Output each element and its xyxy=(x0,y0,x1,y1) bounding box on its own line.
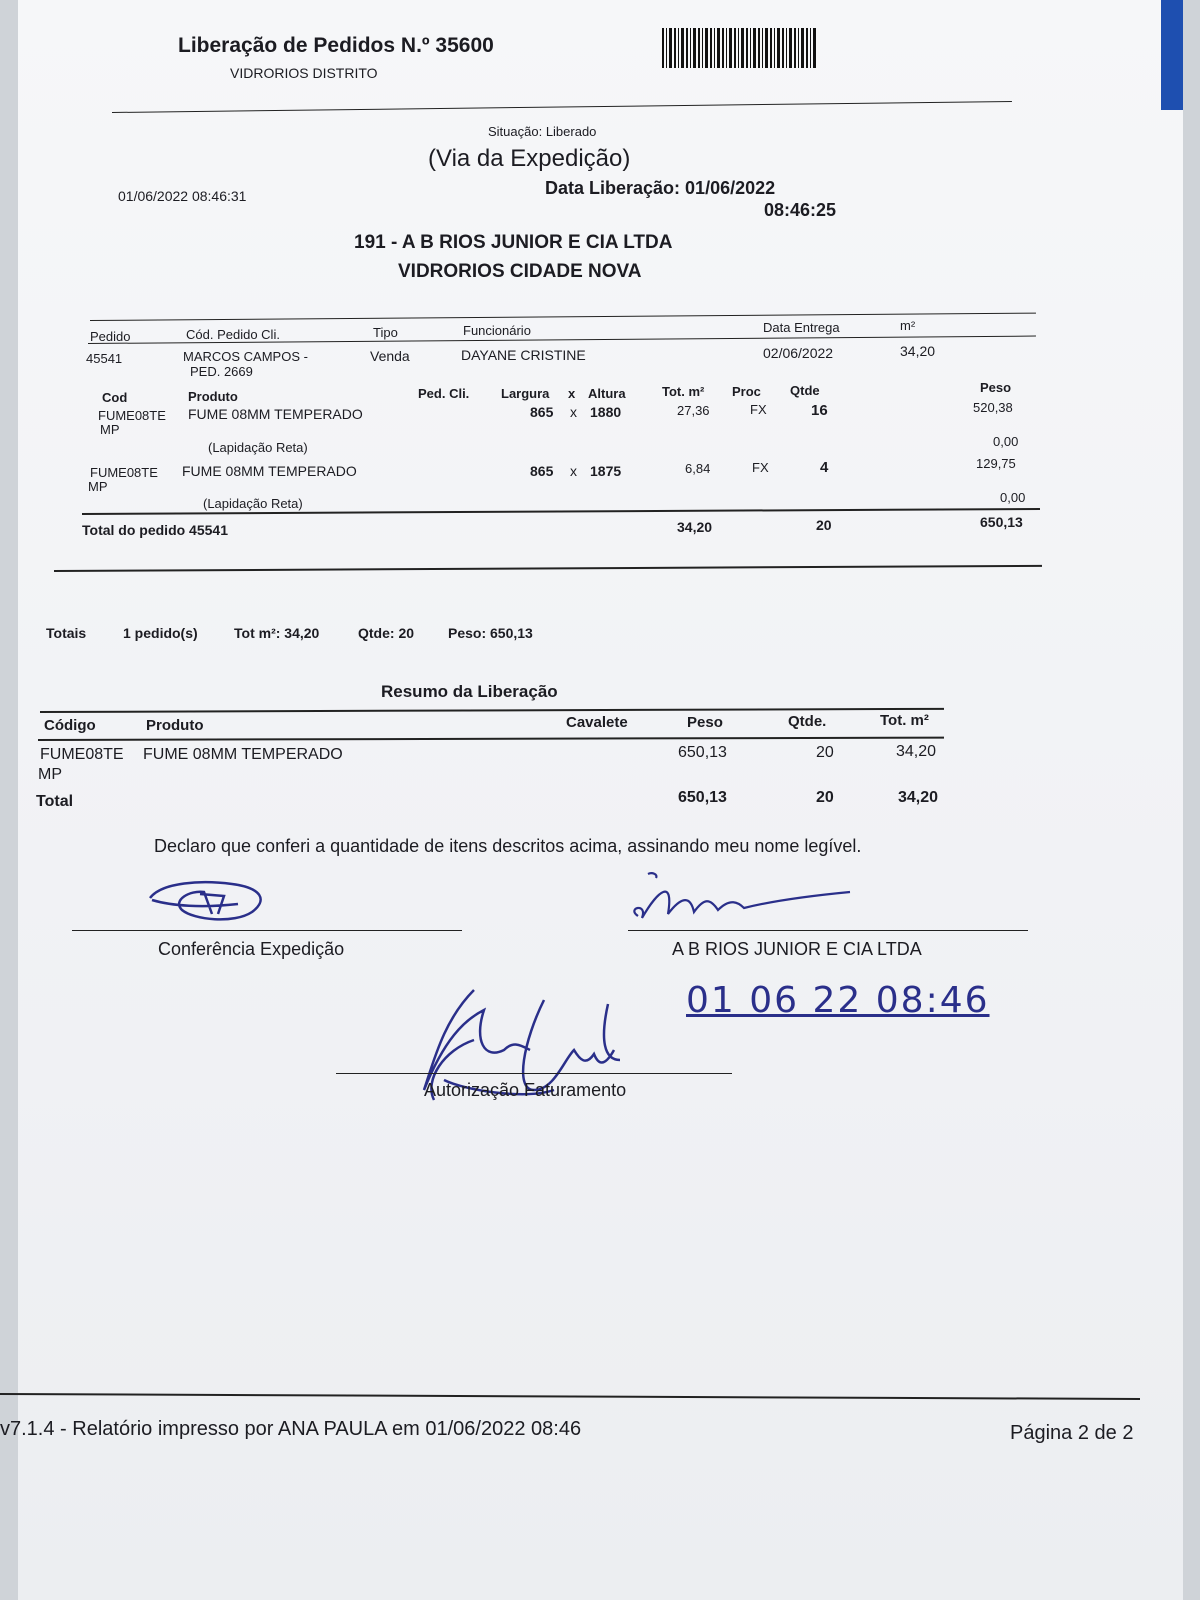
item-proc: FX xyxy=(750,402,767,417)
footer-line xyxy=(0,1393,1140,1400)
release-date: Data Liberação: 01/06/2022 xyxy=(545,178,776,198)
label-conferencia: Conferência Expedição xyxy=(158,939,345,959)
item-header-largura: Largura xyxy=(501,386,550,401)
item-acab-peso: 0,00 xyxy=(1000,490,1026,505)
resumo-produto: FUME 08MM TEMPERADO xyxy=(143,746,343,763)
item-altura: 1880 xyxy=(590,404,622,420)
item-peso: 129,75 xyxy=(976,456,1016,471)
item-header-qtde: Qtde xyxy=(790,383,820,398)
resumo-header-tot-m2: Tot. m² xyxy=(880,712,929,729)
resumo-header-produto: Produto xyxy=(146,717,204,734)
signature-cliente xyxy=(618,868,858,938)
item-tot-m2: 27,36 xyxy=(677,403,710,418)
item-produto: FUME 08MM TEMPERADO xyxy=(188,406,363,422)
item-cod-line1: FUME08TE xyxy=(98,408,166,423)
item-tot-m2: 6,84 xyxy=(685,461,711,476)
item-produto: FUME 08MM TEMPERADO xyxy=(182,463,357,479)
item-acabamento: (Lapidação Reta) xyxy=(203,496,303,511)
resumo-header-peso: Peso xyxy=(687,714,723,731)
col-header-cod-cli: Cód. Pedido Cli. xyxy=(186,327,280,342)
totais-pedidos: 1 pedido(s) xyxy=(123,625,198,641)
item-header-ped-cli: Ped. Cli. xyxy=(418,386,470,401)
footer-page-number: Página 2 de 2 xyxy=(1010,1422,1134,1444)
document-title: Liberação de Pedidos N.º 35600 xyxy=(178,34,494,57)
item-header-altura: Altura xyxy=(588,386,626,401)
total-pedido-peso: 650,13 xyxy=(980,514,1023,530)
item-acab-peso: 0,00 xyxy=(993,434,1019,449)
document-subtitle: VIDRORIOS DISTRITO xyxy=(230,65,378,81)
release-time: 08:46:25 xyxy=(764,200,837,220)
data-entrega-value: 02/06/2022 xyxy=(763,345,834,361)
signature-line-faturamento xyxy=(336,1073,732,1074)
client-name: 191 - A B RIOS JUNIOR E CIA LTDA xyxy=(354,232,673,253)
resumo-total-peso: 650,13 xyxy=(678,789,727,806)
footer-report: v7.1.4 - Relatório impresso por ANA PAULA em 01/06/2022 08:46 xyxy=(0,1418,582,1440)
resumo-peso: 650,13 xyxy=(678,744,727,761)
item-header-peso: Peso xyxy=(980,380,1012,395)
total-pedido-label: Total do pedido 45541 xyxy=(82,522,228,538)
resumo-header-line xyxy=(38,737,944,741)
signature-line-cliente xyxy=(628,930,1028,931)
item-cod-line2: MP xyxy=(88,479,108,494)
item-cod-line1: FUME08TE xyxy=(90,465,158,480)
resumo-total-qtde: 20 xyxy=(816,789,834,806)
total-pedido-m2: 34,20 xyxy=(677,519,713,535)
item-cod-line2: MP xyxy=(100,422,120,437)
label-faturamento: Autorização Faturamento xyxy=(424,1080,627,1100)
totais-peso: Peso: 650,13 xyxy=(448,625,533,641)
divider xyxy=(112,101,1012,113)
resumo-qtde: 20 xyxy=(816,744,834,761)
cod-cli-line2: PED. 2669 xyxy=(190,364,253,379)
resumo-codigo-line2: MP xyxy=(38,766,62,783)
col-header-funcionario: Funcionário xyxy=(463,323,531,338)
item-peso: 520,38 xyxy=(973,400,1013,415)
item-acabamento: (Lapidação Reta) xyxy=(208,440,308,455)
resumo-total-label: Total xyxy=(36,793,74,810)
resumo-tot-m2: 34,20 xyxy=(896,743,937,760)
tipo-value: Venda xyxy=(370,348,410,364)
col-header-m2: m² xyxy=(900,318,916,333)
totais-label: Totais xyxy=(46,625,87,641)
resumo-total-tot-m2: 34,20 xyxy=(898,789,939,806)
via-label: (Via da Expedição) xyxy=(428,145,631,172)
col-header-pedido: Pedido xyxy=(90,329,131,344)
section-divider xyxy=(54,565,1042,572)
m2-value: 34,20 xyxy=(900,343,936,359)
declaration-text: Declaro que conferi a quantidade de itens descritos acima, assinando meu nome legível. xyxy=(154,836,862,856)
pedido-number: 45541 xyxy=(86,351,123,366)
resumo-header-qtde: Qtde. xyxy=(788,713,827,730)
store-name: VIDRORIOS CIDADE NOVA xyxy=(398,261,642,282)
barcode-icon xyxy=(662,28,818,68)
background-edge xyxy=(1161,0,1183,110)
col-header-tipo: Tipo xyxy=(373,325,398,340)
item-header-cod: Cod xyxy=(102,390,128,405)
signature-conferencia xyxy=(142,870,282,930)
item-x: x xyxy=(570,404,577,420)
signature-line-conferencia xyxy=(72,930,462,931)
status-text: Situação: Liberado xyxy=(488,124,597,139)
label-cliente: A B RIOS JUNIOR E CIA LTDA xyxy=(672,939,922,959)
cod-cli-line1: MARCOS CAMPOS - xyxy=(183,349,308,364)
item-header-proc: Proc xyxy=(732,384,761,399)
item-x: x xyxy=(570,463,577,479)
item-altura: 1875 xyxy=(590,463,622,479)
item-header-x: x xyxy=(568,386,576,401)
totais-qtde: Qtde: 20 xyxy=(358,625,415,641)
item-qtde: 16 xyxy=(811,402,828,419)
totais-m2: Tot m²: 34,20 xyxy=(234,625,320,641)
resumo-codigo-line1: FUME08TE xyxy=(40,746,124,763)
item-largura: 865 xyxy=(530,463,554,479)
resumo-header-cavalete: Cavalete xyxy=(566,714,628,731)
item-header-produto: Produto xyxy=(188,389,238,404)
total-pedido-qtde: 20 xyxy=(816,517,832,533)
print-timestamp: 01/06/2022 08:46:31 xyxy=(118,188,247,204)
col-header-data-entrega: Data Entrega xyxy=(763,320,840,335)
item-header-tot-m2: Tot. m² xyxy=(662,384,705,399)
resumo-header-codigo: Código xyxy=(44,717,96,734)
item-largura: 865 xyxy=(530,404,554,420)
table-top-line xyxy=(90,313,1036,321)
funcionario-value: DAYANE CRISTINE xyxy=(461,347,586,363)
item-qtde: 4 xyxy=(820,459,829,476)
resumo-title: Resumo da Liberação xyxy=(381,682,558,701)
handwritten-date: 01 06 22 08:46 xyxy=(686,980,990,1021)
item-proc: FX xyxy=(752,460,769,475)
